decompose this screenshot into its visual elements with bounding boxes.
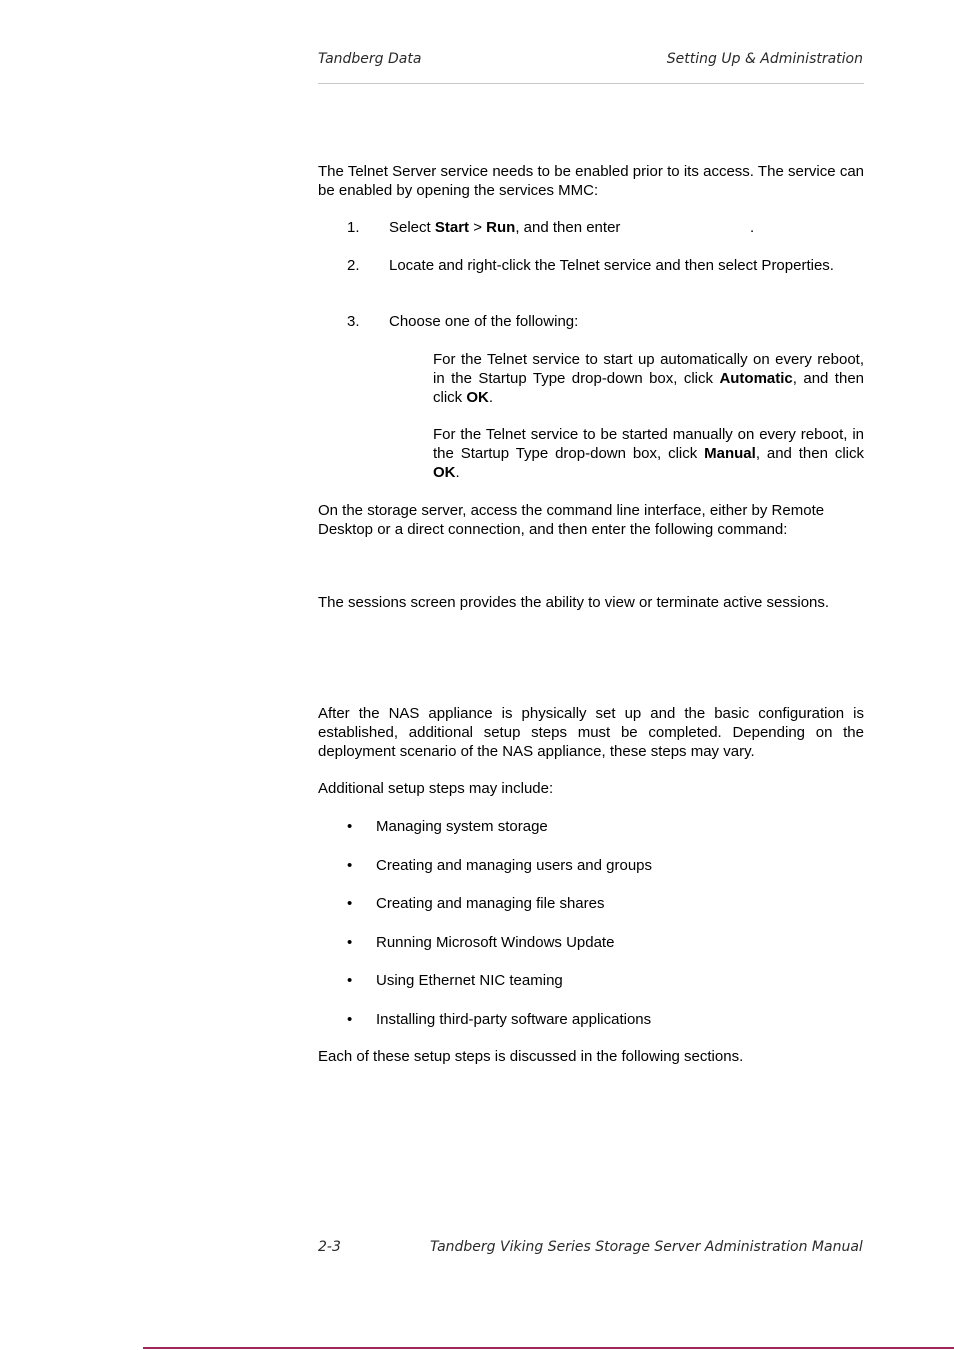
- step-text-2: Locate and right-click the Telnet service and then select Properties.: [389, 257, 834, 274]
- bullet-dot: •: [347, 1011, 353, 1028]
- bullet-dot: •: [347, 895, 353, 912]
- step-text-1: [376, 218, 864, 237]
- option-manual: [433, 425, 864, 482]
- bullet-item: Creating and managing users and groups: [376, 857, 653, 874]
- page-header-left: Tandberg Data: [318, 51, 422, 67]
- step-number-1: 1.: [347, 219, 360, 236]
- option-automatic-bold: Automatic: [719, 370, 793, 387]
- step-number-3: 3.: [347, 313, 360, 330]
- additional-steps-intro: Additional setup steps may include:: [318, 780, 554, 797]
- bullet-item: Creating and managing file shares: [376, 895, 605, 912]
- header-divider: [318, 83, 864, 84]
- step-1-trailing-period: .: [750, 219, 755, 236]
- storage-server-paragraph: On the storage server, access the command line interface, either by Remote Desktop or a direct connection, and then enter the following command:: [318, 502, 825, 538]
- option-manual-pre: For the Telnet service to be started manually on every reboot, in the Startup Type drop-down box, click: [433, 426, 864, 462]
- bullet-dot: •: [347, 818, 353, 835]
- footer-manual-title: Tandberg Viking Series Storage Server Administration Manual: [430, 1239, 863, 1255]
- option-automatic-post: .: [488, 389, 494, 406]
- intro-paragraph: The Telnet Server service needs to be enabled prior to its access. The service can be enabled by opening the services MMC:: [318, 163, 864, 199]
- bullet-dot: •: [347, 934, 353, 951]
- bullet-item: Installing third-party software applications: [376, 1011, 652, 1028]
- bullet-item: Using Ethernet NIC teaming: [376, 972, 563, 989]
- bullet-dot: •: [347, 857, 353, 874]
- option-automatic-ok: OK: [466, 389, 489, 406]
- option-automatic: [433, 350, 864, 407]
- bullet-dot: •: [347, 972, 353, 989]
- option-manual-post: .: [455, 464, 460, 481]
- option-manual-ok: OK: [433, 464, 456, 481]
- bullet-item: Running Microsoft Windows Update: [376, 934, 615, 951]
- option-manual-bold: Manual: [704, 445, 756, 462]
- sessions-paragraph: The sessions screen provides the ability to view or terminate active sessions.: [318, 594, 830, 611]
- step-1-run: Run: [486, 219, 516, 236]
- after-setup-paragraph: After the NAS appliance is physically set up and the basic configuration is established, additional setup steps must be completed. Depending on the deployment scenario of the NAS appliance, these steps may vary.: [318, 705, 864, 760]
- step-number-2: 2.: [347, 257, 360, 274]
- option-automatic-mid: , and then click: [433, 370, 864, 406]
- step-1-pre: Select: [389, 219, 435, 236]
- step-1-post: , and then enter: [515, 219, 621, 236]
- step-1-start: Start: [434, 219, 470, 236]
- step-text-3: Choose one of the following:: [389, 313, 579, 330]
- option-automatic-pre: For the Telnet service to start up automatically on every reboot, in the Startup Type drop-down box, click: [433, 351, 864, 387]
- page-header-right: Setting Up & Administration: [666, 51, 863, 67]
- option-manual-mid: , and then click: [755, 445, 864, 462]
- footer-page-number: 2-3: [318, 1239, 341, 1255]
- bullet-item: Managing system storage: [376, 818, 548, 835]
- closing-paragraph: Each of these setup steps is discussed in the following sections.: [318, 1048, 744, 1065]
- step-1-mid: >: [469, 219, 487, 236]
- footer-divider: [143, 1347, 954, 1349]
